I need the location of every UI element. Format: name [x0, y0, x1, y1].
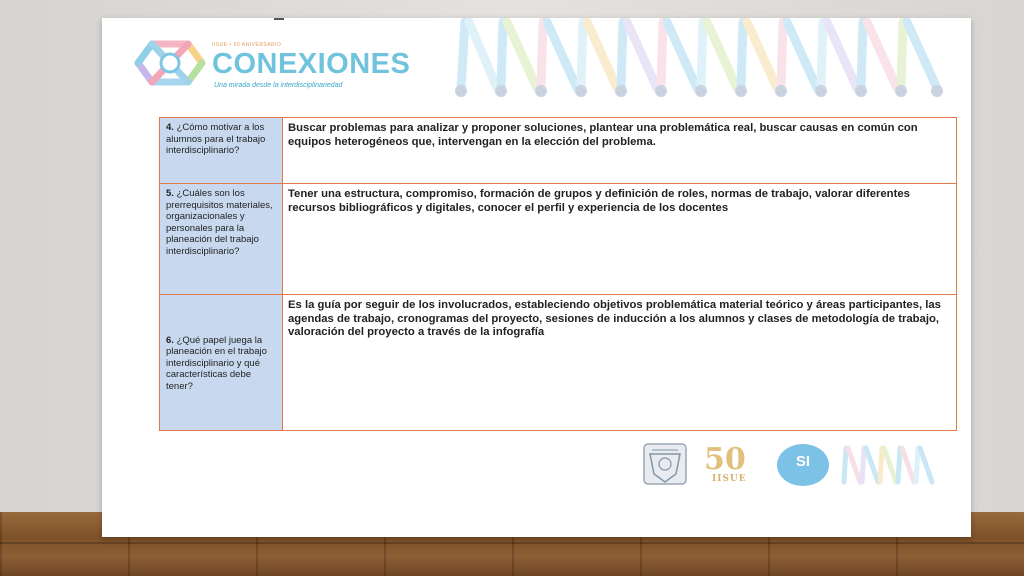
si-label: SI	[795, 453, 811, 470]
conexiones-logo	[132, 28, 432, 98]
question-number: 4.	[166, 122, 174, 133]
answer-cell: Es la guía por seguir de los involucrados, estableciendo objetivos problemática material teórico y áreas participantes, las agendas de trabajo, cronogramas del proyecto, sesiones de inducción a los alumnos y clases de metodología de trabajo, valoración del proyecto a través de la infografía	[283, 295, 957, 431]
answer-cell: Buscar problemas para analizar y proponer soluciones, plantear una problemática real, buscar causas en común con equipos heterogéneos que, intervengan en la elección del problema.	[283, 118, 957, 184]
logo-subtitle-top: IISUE • 50 ANIVERSARIO	[212, 42, 282, 48]
question-number: 5.	[166, 188, 174, 199]
fifty-anniversary-logo	[704, 440, 764, 488]
table-row	[160, 295, 957, 431]
question-text: ¿Qué papel juega la planeación en el trabajo interdisciplinario y qué características debe tener?	[166, 334, 267, 392]
conexiones-logo-icon	[132, 30, 208, 96]
fifty-number: 50	[704, 442, 746, 477]
question-cell	[160, 184, 283, 295]
table-row	[160, 184, 957, 295]
slide	[102, 18, 971, 537]
question-number: 6.	[166, 334, 174, 346]
banner-stripes-icon	[447, 18, 947, 100]
question-cell	[160, 295, 283, 431]
question-text: ¿Cómo motivar a los alumnos para el trabajo interdisciplinario?	[166, 122, 266, 156]
unam-seal-icon	[642, 442, 688, 486]
footer-logos	[642, 440, 942, 492]
question-text: ¿Cuáles son los prerrequisitos materiales, organizacionales y personales para la planeación del trabajo interdisciplinario?	[166, 188, 273, 257]
questions-table	[159, 117, 957, 431]
mini-stripes-icon	[840, 444, 940, 486]
fifty-label: IISUE	[712, 474, 747, 484]
question-cell	[160, 118, 283, 184]
answer-cell: Tener una estructura, compromiso, formación de grupos y definición de roles, normas de trabajo, valorar diferentes recursos bibliográficos y digitales, conocer el perfil y experiencia de los docentes	[283, 184, 957, 295]
si-logo	[777, 444, 829, 486]
table-row	[160, 118, 957, 184]
slide-mark	[274, 18, 284, 20]
logo-tagline: Una mirada desde la interdisciplinariedad	[214, 82, 343, 89]
logo-title: CONEXIONES	[212, 48, 411, 80]
